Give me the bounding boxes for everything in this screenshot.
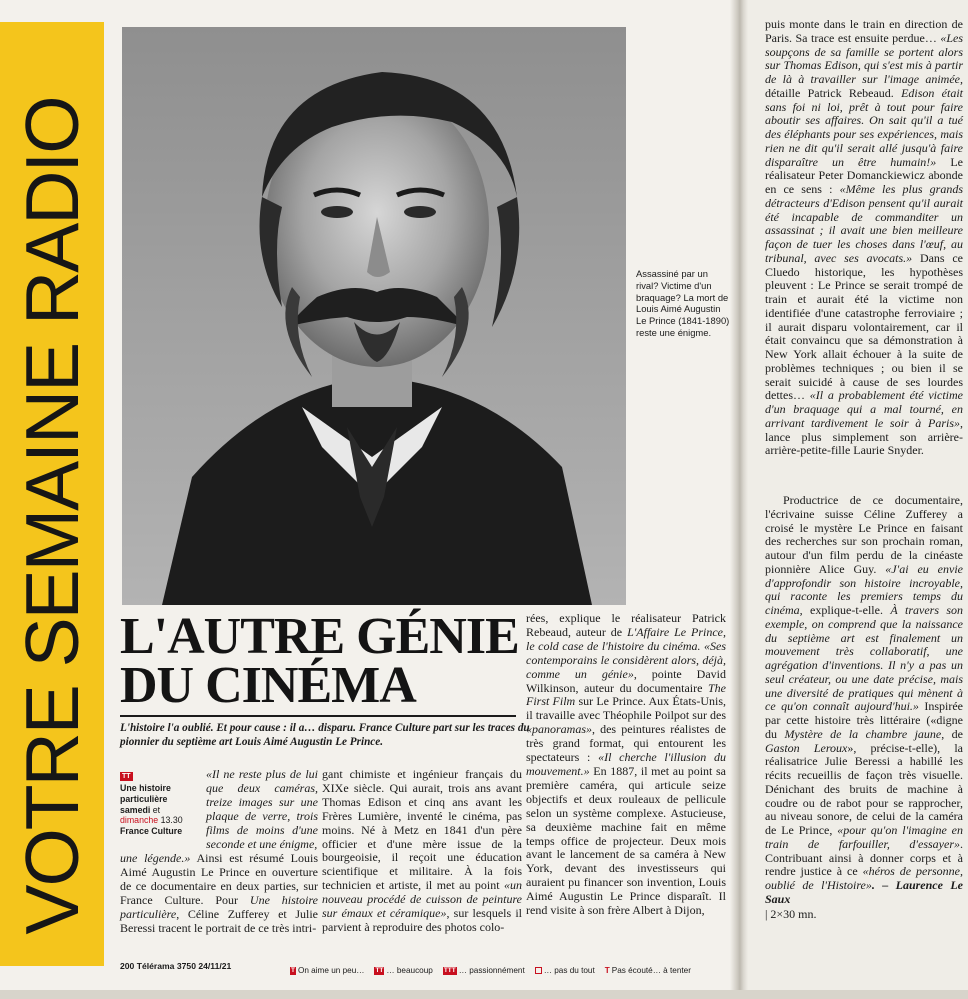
- air-day-conjunction: et: [152, 804, 161, 815]
- duration: | 2×30 mn.: [765, 906, 817, 921]
- page-gutter: [730, 0, 748, 999]
- col5-quote-2: À travers son exemple, on comprend que la naissance du septième art est finalement un mouvement très collaboratif, une agrégation d'inventions. Il n'y a pas un seul créateur, ou une date précise, mais une diversité de pratiques qui mènent à ce qu'on connaît aujourd'hui.»: [765, 603, 963, 714]
- air-day-2: dimanche: [120, 815, 159, 826]
- col1-text: Ainsi est résumé Louis Aimé Augustin Le Prince en ouverture de ce documentaire en deux parties, sur France Culture. Pour: [120, 851, 319, 907]
- col3-quote-1: L'Affaire Le Prince, le cold case de l'histoire du cinéma. «Ses contemporains le considèrent alors, déjà, comme un génie»: [526, 624, 727, 681]
- col2-text-3: , sur lesquels il parvient à reproduire des photos colo-: [322, 906, 522, 934]
- body-column-3: [526, 612, 726, 918]
- show-title: Une histoire particulière: [120, 783, 171, 804]
- col3-quote-2: «panoramas»: [526, 722, 593, 737]
- opening-quote: «Il ne reste plus de lui que deux caméras, treize images sur une plaque de verre, trois films de moins d'une seconde et une énigme,: [206, 767, 318, 851]
- legend-label: … beaucoup: [386, 966, 433, 975]
- col4-quote-2: Edison était sans foi ni loi, prêt à tout pour faire aboutir ses affaires. On sait qu'il a tué des éléphants pour ses expériences, mais rien ne dit qu'il serait allé jusqu'à faire disparaître un être humain!»: [765, 85, 963, 169]
- rating-legend: [290, 966, 730, 975]
- portrait-photo: [122, 27, 626, 605]
- body-column-1: [120, 852, 318, 935]
- col1-text-2: , Céline Zufferey et Julie Beressi tracent le portrait de ce très intri-: [120, 906, 318, 935]
- air-day-1: samedi: [120, 804, 151, 815]
- col4-text-1: puis monte dans le train en direction de Paris. Sa trace est ensuite perdue…: [765, 17, 963, 45]
- byline: . – Laurence Le Saux: [765, 878, 964, 906]
- legend-label: … pas du tout: [543, 966, 595, 975]
- article-headline: [120, 608, 520, 714]
- body-column-5: [765, 494, 963, 921]
- rating-mark: T: [604, 966, 610, 975]
- col4-text-2: détaille Patrick Rebeaud.: [765, 85, 894, 100]
- col5-text-3: Inspirée par cette histoire très littéraire («digne du: [765, 699, 964, 741]
- rating-mark: T: [291, 966, 295, 974]
- col5-quote-4: «héros de personne, oublié de l'Histoire»: [765, 864, 963, 892]
- broadcast-info: [120, 770, 202, 837]
- col3-quote-3: «Il cherche l'illusion du mouvement.»: [526, 750, 726, 778]
- body-column-4: [765, 18, 963, 458]
- col4-quote-1: «Les soupçons de sa famille se portent alors sur Thomas Edison, qui s'est mis à partir de là à travailler sur l'image animée,: [765, 30, 964, 86]
- col4-text-5: , lance plus simplement son arrière-arrière-petite-fille Laurie Snyder.: [765, 415, 963, 458]
- legend-item: [290, 966, 364, 975]
- col2-quote: «un nouveau procédé de cuisson de peinture sur émaux et céramique»: [322, 878, 522, 921]
- portrait-illustration: [122, 27, 626, 605]
- col3-text-5: En 1887, il met au point sa première caméra, qui articule seize objectifs et deux rouleaux de pellicule selon un système complexe. Astucieuse, sa deuxième machine fait en même temps office de projecteur. Deux mois avant le lancement de sa caméra à New York, devant des investisseurs qui auraient pu financer son invention, Louis Aimé Augustin Le Prince disparaît. Il rend visite à son frère Albert à Dijon,: [526, 763, 727, 918]
- legend-item: [374, 966, 432, 975]
- col4-quote-3: «Même les plus grands détracteurs d'Edison pensent qu'il aurait été incapable de commanditer un assassinat ; il avait une bien meilleure façon de tuer les choses dans l'œuf, au tribunal, avec ses avocats.»: [765, 182, 964, 265]
- body-column-2: [322, 768, 522, 935]
- col5-text-4: , de: [941, 726, 963, 741]
- section-label: VOTRE SEMAINE RADIO: [10, 97, 94, 935]
- book-title: Mystère de la chambre jaune: [784, 726, 942, 741]
- headline-line-2: DU CINÉMA: [120, 657, 416, 714]
- legend-item: [605, 966, 691, 975]
- col5-quote-1: «J'ai eu envie d'approfondir son histoire incroyable, qui raconte les premiers temps du cinéma,: [765, 561, 963, 617]
- rating-mark: TTT: [443, 966, 456, 974]
- col4-text-3: Le réalisateur Peter Domanckiewicz abonde en ce sens :: [765, 154, 963, 196]
- station-name: France Culture: [120, 826, 183, 837]
- author-name: Gaston Leroux: [765, 740, 848, 755]
- col5-quote-3: «pour qu'on l'imagine en train de farfouiller, d'essayer»: [765, 823, 964, 851]
- col3-text-2: , pointe David Wilkinson, auteur du documentaire: [526, 666, 726, 695]
- century: XIXe: [322, 780, 349, 795]
- headline-divider: [120, 715, 516, 717]
- legend-item: [443, 966, 525, 975]
- legend-item: [535, 966, 595, 975]
- body-column-1-top: [206, 768, 318, 851]
- rating-empty-mark: [535, 967, 542, 974]
- article-lede: L'histoire l'a oublié. Et pour cause : il a… disparu. France Culture part sur les traces du pionnier du septième art Louis Aimé Augustin Le Prince.: [120, 722, 530, 749]
- col2-text-1: gant chimiste et ingénieur français du: [322, 767, 522, 781]
- opening-quote-end: une légende.»: [120, 851, 191, 865]
- col5-text-1: Productrice de ce documentaire, l'écrivaine suisse Céline Zufferey a croisé le mystère Le Prince en faisant des recherches sur son prochain roman, autour d'un film perdu de la cinéaste pionnière Alice Guy.: [765, 493, 963, 576]
- col3-text-3: sur Le Prince. Aux États-Unis, il travaille avec Théophile Poilpot sur des: [526, 694, 726, 723]
- page-edge: [0, 990, 968, 999]
- headline-line-1: L'AUTRE GÉNIE: [120, 608, 519, 665]
- photo-caption: Assassiné par un rival? Victime d'un braquage? La mort de Louis Aimé Augustin Le Prince (1841-1890) reste une énigme.: [636, 268, 730, 338]
- film-title: The First Film: [526, 680, 726, 709]
- legend-label: On aime un peu…: [297, 966, 365, 975]
- col2-text-2: siècle. Qui aurait, trois ans avant Thomas Edison et cinq ans avant les Frères Lumière, inventé le cinéma, pas moins. Né à Metz en 1841 d'un père officier et d'une mère issue de la bourgeoisie, il reçoit une éducation scientifique et militaire. À la fois technicien et artiste, il met au point: [322, 780, 522, 893]
- col5-text-2: explique-t-elle.: [810, 603, 883, 617]
- col4-text-4: Dans ce Cluedo historique, les hypothèses pleuvent : Le Prince se serait trompé de train et aurait été la victime non identifiée d'une catastrophe ferroviaire ; il aurait disparu volontairement, car il était convaincu que sa démonstration à New York allait échouer à la suite de problèmes techniques ; ou bien il se serait suicidé à cause de ses lourdes dettes…: [765, 250, 963, 403]
- rating-mark: TT: [375, 966, 384, 974]
- legend-label: … passionnément: [458, 966, 525, 975]
- col3-text-4: , des peintures réalistes de très grand format, qui entourent les spectateurs :: [526, 722, 726, 765]
- col3-text-1: rées, explique le réalisateur Patrick Rebeaud, auteur de: [526, 611, 726, 639]
- page-folio: 200 Télérama 3750 24/11/21: [120, 961, 232, 971]
- show-reference: Une histoire particulière: [120, 892, 319, 921]
- col5-text-5: », précise-t-elle), la réalisatrice Julie Beressi a habillé les récits recueillis de façon très visuelle. Dénichant des bruits de machine à coudre ou de rabot pour se rapprocher, au niveau sonore, de celui de la caméra de Le Prince,: [765, 740, 963, 837]
- air-time: 13.30: [160, 815, 183, 826]
- section-band: [0, 22, 104, 966]
- rating-badge: TT: [122, 773, 131, 780]
- legend-label: Pas écouté… à tenter: [611, 966, 691, 975]
- col4-quote-4: «Il a probablement été victime d'un braquage qui a mal tourné, en arrivant tardivement le soir à Paris»: [765, 388, 963, 430]
- col5-text-6: . Contribuant ainsi à donner corps et à rendre justice à ce: [765, 836, 963, 879]
